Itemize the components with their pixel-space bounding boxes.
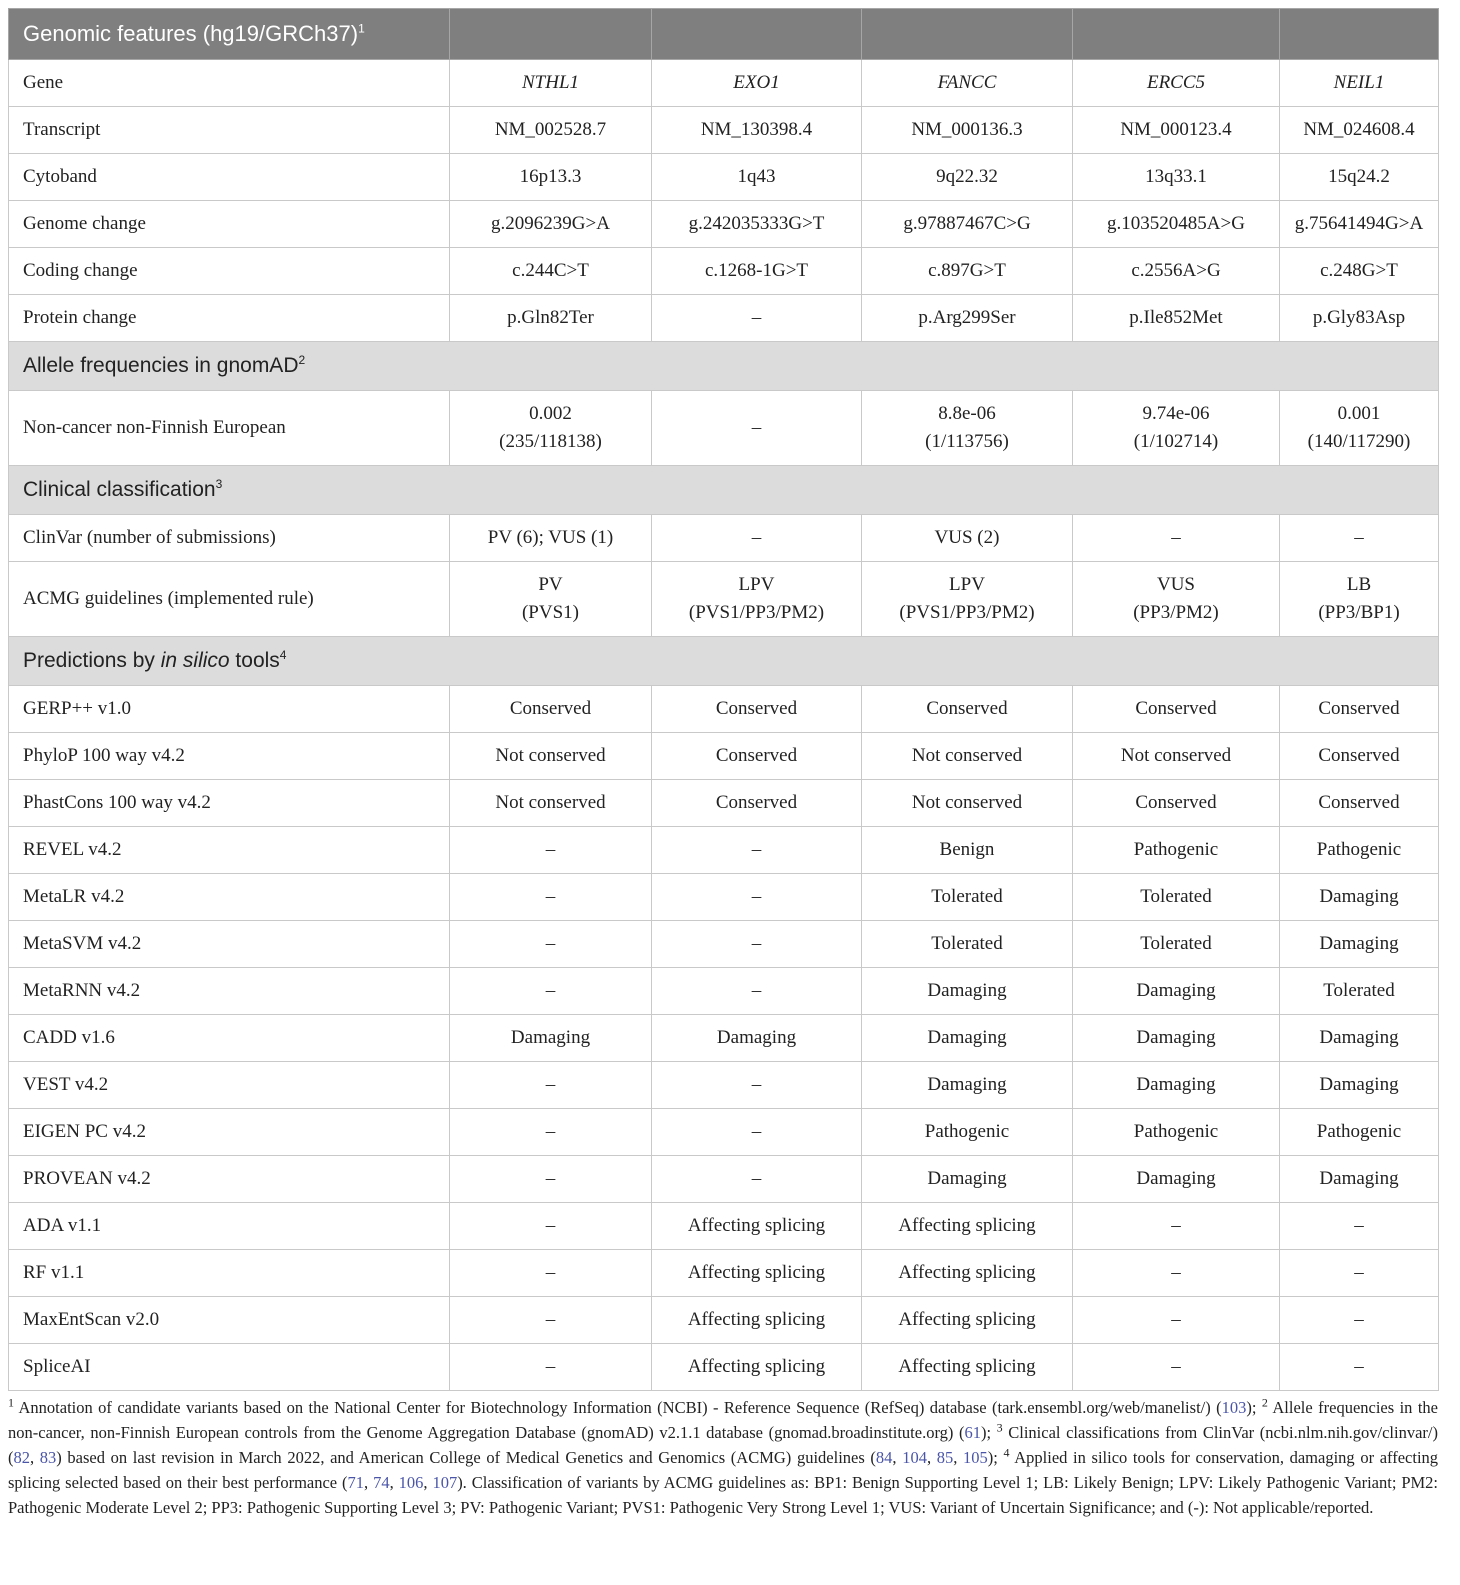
allele-frequencies-header [9, 342, 1439, 391]
table-cell: Damaging [1073, 1015, 1280, 1062]
table-footnote: $^1$ Annotation of candidate variants based on the National Center for Biotechnology Information (NCBI) - Reference Sequence (RefSeq) database (tark.ensembl.org/web/manelist/) (103); $^2$ Allele frequencies in the non-cancer, non-Finnish European controls from the Genome Aggregation Database (gnomAD) v2.1.1 database (gnomad.broadinstitute.org) (61); $^3$ Clinical classifications from ClinVar (ncbi.nlm.nih.gov/clinvar/) (82, 83) based on last revision in March 2022, and American College of Medical Genetics and Genomics (ACMG) guidelines (84, 104, 85, 105); $^4$ Applied in silico tools for conservation, damaging or affecting splicing selected based on their best performance (71, 74, 106, 107). Classification of variants by ACMG guidelines as: BP1: Benign Supporting Level 1; LB: Likely Benign; LPV: Likely Pathogenic Variant; PM2: Pathogenic Moderate Level 2; PP3: Pathogenic Supporting Level 3; PV: Pathogenic Variant; PVS1: Pathogenic Very Strong Level 1; VUS: Variant of Uncertain Significance; and (-): Not applicable/reported. [8, 1395, 1439, 1517]
table-cell: – [450, 874, 652, 921]
table-cell: NEIL1 [1280, 60, 1439, 107]
table-cell: Affecting splicing [652, 1297, 862, 1344]
table-cell: PV (6); VUS (1) [450, 515, 652, 562]
table-cell: Damaging [1280, 921, 1439, 968]
table-row [9, 515, 1439, 562]
table-row [9, 391, 1439, 466]
table-cell: Pathogenic [862, 1109, 1073, 1156]
table-cell: Conserved [652, 780, 862, 827]
table-row [9, 1156, 1439, 1203]
table-cell: g.75641494G>A [1280, 201, 1439, 248]
table-cell: – [1073, 515, 1280, 562]
genomic-features-header [9, 9, 1439, 60]
table-cell: c.1268-1G>T [652, 248, 862, 295]
reference-link[interactable]: 85 [936, 1448, 954, 1467]
table-cell: – [1280, 1203, 1439, 1250]
table-cell: Affecting splicing [862, 1203, 1073, 1250]
table-cell [450, 562, 652, 637]
table-cell-value: 8.8e-06 [938, 403, 996, 424]
row-label: MetaRNN v4.2 [9, 968, 450, 1015]
row-label: ClinVar (number of submissions) [9, 515, 450, 562]
table-cell: Damaging [1280, 1062, 1439, 1109]
table-cell: Damaging [862, 1062, 1073, 1109]
table-cell: Damaging [1280, 874, 1439, 921]
table-cell-detail: (140/117290) [1307, 431, 1411, 452]
table-cell: Tolerated [1073, 921, 1280, 968]
table-cell: Affecting splicing [862, 1250, 1073, 1297]
table-cell: Tolerated [862, 874, 1073, 921]
table-cell: – [450, 1203, 652, 1250]
table-cell: Tolerated [1073, 874, 1280, 921]
clinical-classification-header [9, 466, 1439, 515]
table-row [9, 1109, 1439, 1156]
table-cell: Benign [862, 827, 1073, 874]
table-cell: – [652, 1156, 862, 1203]
table-cell: – [1073, 1297, 1280, 1344]
table-cell-detail: (PVS1/PP3/PM2) [899, 602, 1035, 623]
table-cell-value: LPV [738, 574, 775, 595]
table-cell: Affecting splicing [652, 1344, 862, 1391]
allele-frequencies-header-title: Allele frequencies in gnomAD$^2$ [9, 342, 1439, 391]
table-row [9, 921, 1439, 968]
row-label: Cytoband [9, 154, 450, 201]
table-row [9, 295, 1439, 342]
table-cell: Damaging [862, 968, 1073, 1015]
reference-link[interactable]: 103 [1221, 1398, 1247, 1417]
table-row [9, 780, 1439, 827]
table-cell: 13q33.1 [1073, 154, 1280, 201]
table-cell: p.Ile852Met [1073, 295, 1280, 342]
insilico-predictions-header [9, 637, 1439, 686]
reference-link[interactable]: 61 [964, 1423, 981, 1442]
row-label: CADD v1.6 [9, 1015, 450, 1062]
table-row [9, 1062, 1439, 1109]
table-cell: EXO1 [652, 60, 862, 107]
table-cell: Conserved [652, 733, 862, 780]
table-cell: Affecting splicing [652, 1250, 862, 1297]
table-cell: 15q24.2 [1280, 154, 1439, 201]
row-label: RF v1.1 [9, 1250, 450, 1297]
table-cell-value: 9.74e-06 [1142, 403, 1210, 424]
table-cell: – [652, 968, 862, 1015]
table-cell: – [450, 827, 652, 874]
table-cell: ERCC5 [1073, 60, 1280, 107]
table-cell [1073, 562, 1280, 637]
table-cell [862, 391, 1073, 466]
table-cell-detail: (PVS1) [521, 602, 579, 623]
table-cell: g.2096239G>A [450, 201, 652, 248]
row-label: Coding change [9, 248, 450, 295]
table-cell: – [450, 968, 652, 1015]
table-cell: NTHL1 [450, 60, 652, 107]
row-label: PhastCons 100 way v4.2 [9, 780, 450, 827]
table-cell-detail: (PP3/PM2) [1133, 602, 1219, 623]
table-cell: Damaging [1073, 1156, 1280, 1203]
row-label: MetaLR v4.2 [9, 874, 450, 921]
table-cell-value: PV [538, 574, 563, 595]
table-cell: – [1280, 1297, 1439, 1344]
table-cell: Affecting splicing [862, 1297, 1073, 1344]
table-cell [652, 562, 862, 637]
row-label: Genome change [9, 201, 450, 248]
table-row [9, 1344, 1439, 1391]
row-label: Non-cancer non-Finnish European [9, 391, 450, 466]
table-cell: Affecting splicing [862, 1344, 1073, 1391]
row-label: Protein change [9, 295, 450, 342]
table-cell: g.103520485A>G [1073, 201, 1280, 248]
table-cell: 16p13.3 [450, 154, 652, 201]
table-cell-value: LB [1346, 574, 1372, 595]
row-label: GERP++ v1.0 [9, 686, 450, 733]
reference-link[interactable]: 82 [13, 1448, 30, 1467]
table-cell: c.897G>T [862, 248, 1073, 295]
table-cell: Tolerated [1280, 968, 1439, 1015]
table-cell: NM_000136.3 [862, 107, 1073, 154]
row-label: EIGEN PC v4.2 [9, 1109, 450, 1156]
table-cell [1280, 562, 1439, 637]
table-cell: – [450, 921, 652, 968]
reference-link[interactable]: 71 [347, 1473, 365, 1492]
table-cell: – [450, 1344, 652, 1391]
table-cell: – [652, 827, 862, 874]
reference-link[interactable]: 107 [432, 1473, 458, 1492]
table-cell: Conserved [1280, 686, 1439, 733]
table-cell: Damaging [450, 1015, 652, 1062]
table-cell: – [1073, 1250, 1280, 1297]
table-cell: – [1073, 1344, 1280, 1391]
table-cell: NM_024608.4 [1280, 107, 1439, 154]
table-cell: Damaging [652, 1015, 862, 1062]
table-cell: Pathogenic [1280, 827, 1439, 874]
table-row [9, 1015, 1439, 1062]
clinical-classification-header-title: Clinical classification$^3$ [9, 466, 1439, 515]
table-cell: Tolerated [862, 921, 1073, 968]
table-cell: p.Gly83Asp [1280, 295, 1439, 342]
table-cell: Conserved [862, 686, 1073, 733]
table-cell: Pathogenic [1280, 1109, 1439, 1156]
row-label: VEST v4.2 [9, 1062, 450, 1109]
row-label: ADA v1.1 [9, 1203, 450, 1250]
table-cell: g.97887467C>G [862, 201, 1073, 248]
table-cell: Damaging [1280, 1015, 1439, 1062]
table-row [9, 248, 1439, 295]
reference-link[interactable]: 83 [39, 1448, 57, 1467]
table-row [9, 1297, 1439, 1344]
table-cell [862, 562, 1073, 637]
table-cell: Conserved [1280, 780, 1439, 827]
row-label: MaxEntScan v2.0 [9, 1297, 450, 1344]
table-row [9, 201, 1439, 248]
table-cell: Damaging [862, 1156, 1073, 1203]
table-cell: Conserved [652, 686, 862, 733]
table-cell: Not conserved [450, 780, 652, 827]
table-cell: – [1280, 1344, 1439, 1391]
table-row [9, 562, 1439, 637]
row-label: SpliceAI [9, 1344, 450, 1391]
reference-link[interactable]: 105 [963, 1448, 988, 1467]
insilico-predictions-header-title: Predictions by in silico tools$^4$ [9, 637, 1439, 686]
table-cell: g.242035333G>T [652, 201, 862, 248]
table-cell-detail: (PP3/BP1) [1318, 602, 1400, 623]
table-cell: – [652, 1062, 862, 1109]
row-label: Gene [9, 60, 450, 107]
table-cell: Not conserved [862, 733, 1073, 780]
row-label: REVEL v4.2 [9, 827, 450, 874]
table-cell-value: 0.001 [1337, 403, 1381, 424]
table-row [9, 827, 1439, 874]
variant-table-page [8, 8, 1438, 1520]
table-cell: Damaging [1280, 1156, 1439, 1203]
table-cell: Conserved [1073, 780, 1280, 827]
table-cell: Conserved [450, 686, 652, 733]
table-cell: Damaging [862, 1015, 1073, 1062]
table-cell: Pathogenic [1073, 827, 1280, 874]
table-cell: Pathogenic [1073, 1109, 1280, 1156]
table-cell-detail: (1/102714) [1133, 431, 1219, 452]
row-label: Transcript [9, 107, 450, 154]
table-cell: – [652, 921, 862, 968]
table-cell: Damaging [1073, 968, 1280, 1015]
variant-annotation-table [8, 8, 1439, 1391]
reference-link[interactable]: 74 [373, 1473, 390, 1492]
table-row [9, 107, 1439, 154]
table-cell [450, 391, 652, 466]
section-title-genomic: Genomic features (hg19/GRCh37)$^1$ [9, 9, 450, 60]
table-cell [1280, 391, 1439, 466]
table-cell: NM_130398.4 [652, 107, 862, 154]
table-cell: Conserved [1280, 733, 1439, 780]
table-cell: – [450, 1156, 652, 1203]
table-row [9, 968, 1439, 1015]
table-cell: – [652, 1109, 862, 1156]
table-row [9, 60, 1439, 107]
table-cell: – [652, 515, 862, 562]
table-row [9, 1203, 1439, 1250]
table-cell-detail: (235/118138) [499, 431, 602, 452]
table-cell-detail: (1/113756) [925, 431, 1009, 452]
table-cell: Damaging [1073, 1062, 1280, 1109]
table-cell: – [1280, 515, 1439, 562]
table-cell: Conserved [1073, 686, 1280, 733]
table-row [9, 733, 1439, 780]
table-cell: Not conserved [450, 733, 652, 780]
table-cell: – [1280, 1250, 1439, 1297]
table-cell: NM_002528.7 [450, 107, 652, 154]
table-cell-value: 0.002 [529, 403, 572, 424]
table-cell: – [450, 1062, 652, 1109]
table-cell: – [1073, 1203, 1280, 1250]
table-cell: c.2556A>G [1073, 248, 1280, 295]
table-cell: – [450, 1297, 652, 1344]
row-label: MetaSVM v4.2 [9, 921, 450, 968]
table-cell: Not conserved [862, 780, 1073, 827]
table-cell-value: LPV [949, 574, 985, 595]
table-cell: 9q22.32 [862, 154, 1073, 201]
table-row [9, 1250, 1439, 1297]
table-cell: p.Gln82Ter [450, 295, 652, 342]
table-cell: 1q43 [652, 154, 862, 201]
row-label: PROVEAN v4.2 [9, 1156, 450, 1203]
table-cell-value: – [751, 417, 762, 438]
table-cell-detail: (PVS1/PP3/PM2) [688, 602, 825, 623]
table-cell: – [652, 874, 862, 921]
row-label: ACMG guidelines (implemented rule) [9, 562, 450, 637]
table-cell: p.Arg299Ser [862, 295, 1073, 342]
table-cell: VUS (2) [862, 515, 1073, 562]
table-cell [1073, 391, 1280, 466]
table-row [9, 154, 1439, 201]
table-cell [652, 391, 862, 466]
table-cell-value: VUS [1156, 574, 1195, 595]
table-cell: – [652, 295, 862, 342]
reference-link[interactable]: 104 [902, 1448, 927, 1467]
reference-link[interactable]: 106 [398, 1473, 424, 1492]
table-row [9, 686, 1439, 733]
row-label: PhyloP 100 way v4.2 [9, 733, 450, 780]
table-cell: NM_000123.4 [1073, 107, 1280, 154]
table-cell: Not conserved [1073, 733, 1280, 780]
reference-link[interactable]: 84 [875, 1448, 893, 1467]
table-cell: – [450, 1109, 652, 1156]
table-cell: Affecting splicing [652, 1203, 862, 1250]
table-cell: c.248G>T [1280, 248, 1439, 295]
table-cell: FANCC [862, 60, 1073, 107]
table-cell: c.244C>T [450, 248, 652, 295]
table-row [9, 874, 1439, 921]
table-cell: – [450, 1250, 652, 1297]
